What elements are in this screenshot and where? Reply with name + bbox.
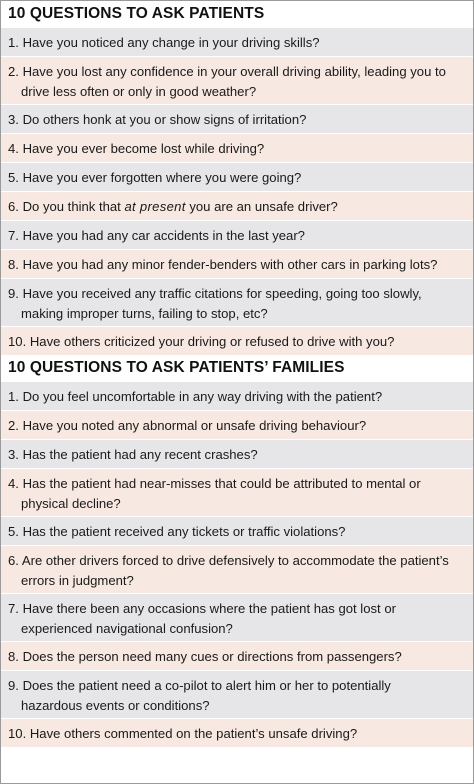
family-question-1: [1, 381, 473, 410]
question-number: 3.: [8, 112, 23, 127]
question-text: Have you noticed any change in your driving skills?: [22, 35, 320, 50]
question-text-continued: errors in judgment?: [21, 572, 134, 588]
patient-question-4: [1, 133, 473, 162]
question-number: 4.: [8, 476, 23, 491]
patient-question-2: [1, 56, 473, 104]
question-number: 6.: [8, 553, 22, 568]
question-text: Does the patient need a co-pilot to alert him or her to potentially: [22, 678, 391, 693]
question-text: Has the patient had any recent crashes?: [22, 447, 258, 462]
question-number: 10.: [8, 726, 30, 741]
question-text: Does the person need many cues or directions from passengers?: [22, 649, 402, 664]
patient-question-8: [1, 249, 473, 278]
question-text: Have you lost any confidence in your overall driving ability, leading you to: [22, 64, 446, 79]
question-text-after: you are an unsafe driver?: [185, 199, 338, 214]
question-number: 9.: [8, 286, 23, 301]
question-text: Has the patient received any tickets or traffic violations?: [22, 524, 346, 539]
question-text: Have you had any minor fender-benders with other cars in parking lots?: [22, 257, 438, 272]
family-question-8: [1, 641, 473, 670]
question-number: 6.: [8, 199, 23, 214]
question-text: Do you feel uncomfortable in any way driving with the patient?: [22, 389, 383, 404]
question-number: 5.: [8, 524, 23, 539]
question-text-continued: experienced navigational confusion?: [21, 620, 233, 636]
question-text: Have you noted any abnormal or unsafe driving behaviour?: [22, 418, 367, 433]
question-text: Have you ever forgotten where you were going?: [22, 170, 302, 185]
question-text-continued: making improper turns, failing to stop, etc?: [21, 305, 268, 321]
question-text: Have you had any car accidents in the last year?: [22, 228, 305, 243]
question-text-continued: hazardous events or conditions?: [21, 697, 210, 713]
question-text-continued: physical decline?: [21, 495, 121, 511]
question-number: 2.: [8, 418, 23, 433]
question-number: 8.: [8, 257, 23, 272]
family-question-2: [1, 410, 473, 439]
question-number: 7.: [8, 601, 23, 616]
patient-question-5: [1, 162, 473, 191]
question-text: [23, 199, 338, 214]
question-text: Have others commented on the patient’s unsafe driving?: [29, 726, 358, 741]
question-text: Have you received any traffic citations for speeding, going too slowly,: [22, 286, 422, 301]
family-question-4: [1, 468, 473, 516]
question-number: 5.: [8, 170, 23, 185]
family-question-7: [1, 593, 473, 641]
question-text: Have others criticized your driving or refused to drive with you?: [29, 334, 395, 349]
question-number: 10.: [8, 334, 30, 349]
patient-question-10: [1, 326, 473, 355]
patients-section-title: 10 QUESTIONS TO ASK PATIENTS: [1, 1, 473, 27]
patient-question-9: [1, 278, 473, 326]
question-text: Do others honk at you or show signs of irritation?: [22, 112, 307, 127]
question-text: Are other drivers forced to drive defensively to accommodate the patient’s: [21, 553, 449, 568]
families-section-title: 10 QUESTIONS TO ASK PATIENTS’ FAMILIES: [1, 355, 473, 381]
question-number: 9.: [8, 678, 23, 693]
question-number: 3.: [8, 447, 23, 462]
family-question-6: [1, 545, 473, 593]
family-question-9: [1, 670, 473, 718]
family-question-5: [1, 516, 473, 545]
patient-question-6: [1, 191, 473, 220]
question-text: Have there been any occasions where the patient has got lost or: [22, 601, 396, 616]
family-question-10: [1, 718, 473, 747]
patient-question-1: [1, 27, 473, 56]
question-number: 1.: [8, 389, 23, 404]
question-number: 7.: [8, 228, 23, 243]
patient-question-7: [1, 220, 473, 249]
question-number: 2.: [8, 64, 23, 79]
family-question-3: [1, 439, 473, 468]
question-number: 4.: [8, 141, 23, 156]
patient-question-3: [1, 104, 473, 133]
question-text-continued: drive less often or only in good weather?: [21, 83, 257, 99]
question-text-before: Do you think that: [22, 199, 125, 214]
question-number: 1.: [8, 35, 23, 50]
question-text-emphasis: at present: [124, 199, 186, 214]
question-text: Have you ever become lost while driving?: [22, 141, 265, 156]
question-number: 8.: [8, 649, 23, 664]
question-text: Has the patient had near-misses that could be attributed to mental or: [22, 476, 421, 491]
